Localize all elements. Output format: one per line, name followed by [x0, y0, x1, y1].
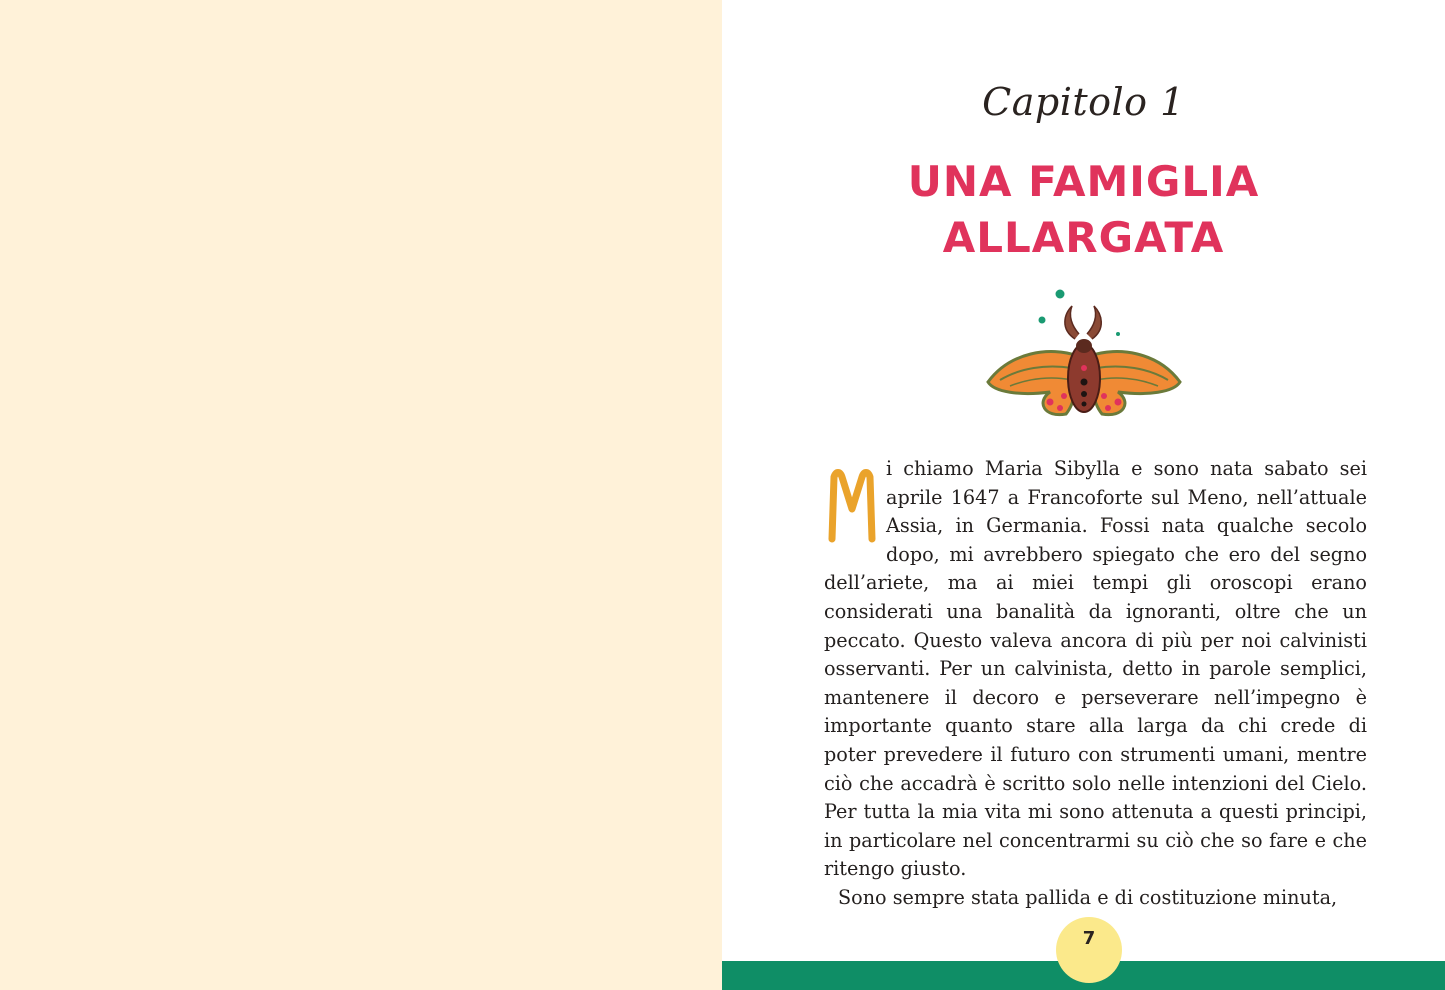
page-number-badge: [1056, 917, 1122, 983]
paragraph-2: Sono sempre stata pallida e di costituzione minuta,: [838, 885, 1338, 909]
dropcap-letter-m: [824, 465, 880, 545]
paragraph-1: i chiamo Maria Sibylla e sono nata sabato sei aprile 1647 a Francoforte sul Meno, nell’attuale Assia, in Germania. Fossi nata qualche secolo dopo, mi avrebbero spiegato che ero del segno dell’ariete, ma ai miei tempi gli oroscopi erano considerati una banalità da ignoranti, oltre che un peccato. Questo valeva ancora di più per noi calvinisti osservanti. Per un calvinista, detto in parole semplici, mantenere il decoro e perseverare nell’impegno è importante quanto stare alla larga da chi crede di poter prevedere il futuro con strumenti umani, mentre ciò che accadrà è scritto solo nelle intenzioni del Cielo. Per tutta la mia vita mi sono attenuta a questi principi, in particolare nel concentrarmi su ciò che so fare e che ritengo giusto.: [824, 457, 1367, 881]
chapter-label: Capitolo 1: [982, 80, 1185, 124]
green-dot: [1039, 317, 1046, 324]
green-dot: [1116, 332, 1120, 336]
green-dot: [1056, 290, 1065, 299]
chapter-title: [722, 154, 1445, 266]
moth-icon: [980, 284, 1190, 434]
chapter-title-line-2: ALLARGATA: [942, 213, 1225, 262]
page-number: 7: [1082, 928, 1096, 949]
right-page: [722, 0, 1445, 990]
left-page-blank: [0, 0, 722, 990]
chapter-body: [824, 455, 1367, 913]
chapter-title-line-1: UNA FAMIGLIA: [907, 157, 1260, 206]
